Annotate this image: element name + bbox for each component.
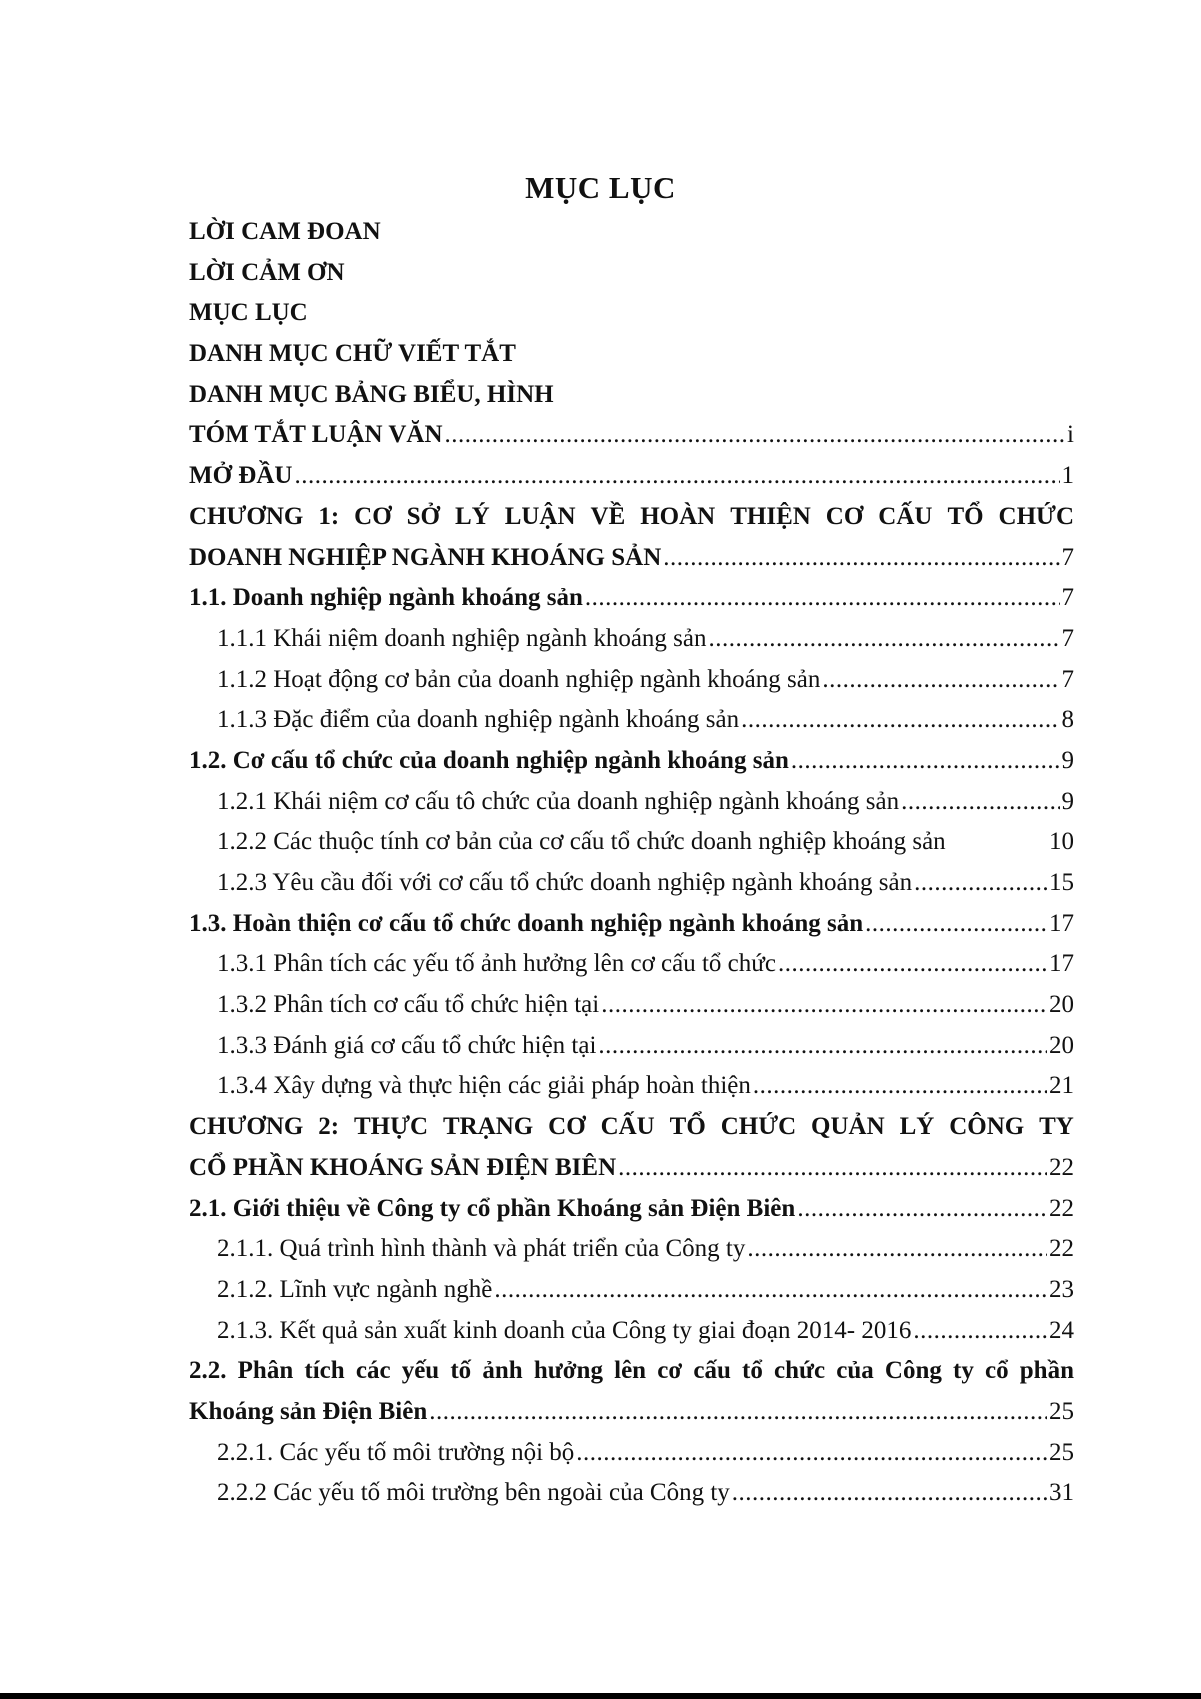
toc-entry-page-number: 17 — [1049, 909, 1074, 937]
toc-entry — [189, 293, 1074, 334]
toc-entry — [189, 1066, 1074, 1107]
toc-entry-label: LỜI CẢM ƠN — [189, 258, 345, 286]
page-title: MỤC LỤC — [525, 170, 676, 205]
toc-entry-label: DANH MỤC CHỮ VIẾT TẮT — [189, 340, 516, 368]
toc-entry — [189, 334, 1074, 375]
toc-entry-label: 1.3.3 Đánh giá cơ cấu tổ chức hiện tại — [217, 1031, 597, 1059]
dot-leader — [797, 1189, 1047, 1230]
toc-entry-page-number: 20 — [1049, 1031, 1074, 1059]
toc-entry — [189, 619, 1074, 660]
toc-entry-page-number: 21 — [1049, 1072, 1074, 1100]
toc-entry — [189, 1433, 1074, 1474]
toc-entry-page-number: 22 — [1049, 1194, 1074, 1222]
dot-leader — [445, 415, 1066, 456]
toc-entry-label: 1.2.2 Các thuộc tính cơ bản của cơ cấu tổ chức doanh nghiệp khoáng sản — [217, 828, 946, 856]
toc-entry-page-number: 9 — [1061, 787, 1074, 815]
toc-entry — [189, 415, 1074, 456]
dot-leader — [576, 1433, 1047, 1474]
toc-entry-label: CHƯƠNG 1: CƠ SỞ LÝ LUẬN VỀ HOÀN THIỆN CƠ CẤU TỔ CHỨC — [189, 502, 1074, 530]
bottom-border — [0, 1693, 1201, 1699]
toc-entry — [189, 456, 1074, 497]
toc-entry-label: 2.1.2. Lĩnh vực ngành nghề — [217, 1275, 493, 1303]
toc-entry — [189, 1392, 1074, 1433]
toc-entry-page-number: 22 — [1049, 1153, 1074, 1181]
toc-entry-label: 1.3.1 Phân tích các yếu tố ảnh hưởng lên cơ cấu tổ chức — [217, 950, 776, 978]
toc-entry-page-number: 7 — [1061, 584, 1074, 612]
dot-leader — [598, 1026, 1047, 1067]
dot-leader — [822, 660, 1059, 701]
dot-leader — [865, 904, 1047, 945]
toc-entry — [189, 944, 1074, 985]
dot-leader — [913, 1311, 1047, 1352]
dot-leader — [709, 619, 1060, 660]
toc-entry-page-number: 15 — [1049, 869, 1074, 896]
toc-entry-label: TÓM TẮT LUẬN VĂN — [189, 421, 443, 449]
toc-entry — [189, 782, 1074, 823]
dot-leader — [601, 985, 1047, 1026]
toc-entry-page-number: 31 — [1049, 1479, 1074, 1507]
toc-entry — [189, 1189, 1074, 1230]
toc-entry — [189, 822, 1074, 863]
toc-entry — [189, 660, 1074, 701]
toc-entry-label: 2.1.1. Quá trình hình thành và phát triển của Công ty — [217, 1235, 746, 1263]
toc-entry — [189, 1351, 1074, 1392]
toc-entry — [189, 375, 1074, 416]
toc-entry-page-number: 17 — [1049, 950, 1074, 978]
toc-entry-label: 2.1.3. Kết quả sản xuất kinh doanh của Công ty giai đoạn 2014- 2016 — [217, 1316, 912, 1344]
toc-entry-page-number: 7 — [1061, 543, 1074, 571]
dot-leader — [778, 944, 1047, 985]
toc-entry-page-number: 22 — [1049, 1235, 1074, 1263]
toc-entry-label: 2.2.1. Các yếu tố môi trường nội bộ — [217, 1438, 575, 1466]
toc-entry-label: 1.1.1 Khái niệm doanh nghiệp ngành khoáng sản — [217, 624, 707, 652]
toc-entry — [189, 1148, 1074, 1189]
dot-leader — [429, 1392, 1047, 1433]
toc-entry-page-number: 1 — [1061, 462, 1074, 490]
dot-leader — [494, 1270, 1047, 1311]
toc-entry — [189, 253, 1074, 294]
toc-entry-label: MỞ ĐẦU — [189, 462, 293, 490]
toc-entry-label: LỜI CAM ĐOAN — [189, 218, 381, 245]
dot-leader — [753, 1066, 1047, 1107]
toc-entry — [189, 578, 1074, 619]
toc-entry — [189, 985, 1074, 1026]
toc-entry-label: 1.3.4 Xây dựng và thực hiện các giải pháp hoàn thiện — [217, 1072, 751, 1100]
dot-leader — [585, 578, 1060, 619]
toc-entry-page-number: 8 — [1061, 706, 1074, 734]
toc-entry-page-number: 10 — [1049, 828, 1074, 856]
toc-entry-label: 1.2.1 Khái niệm cơ cấu tô chức của doanh nghiệp ngành khoáng sản — [217, 787, 900, 815]
dot-leader — [663, 538, 1059, 579]
toc-entry-label: 2.2.2 Các yếu tố môi trường bên ngoài của Công ty — [217, 1479, 730, 1507]
toc-entry-label: 2.2. Phân tích các yếu tố ảnh hưởng lên cơ cấu tổ chức của Công ty cổ phần — [189, 1357, 1074, 1385]
dot-leader — [741, 700, 1059, 741]
toc-entry — [189, 1026, 1074, 1067]
toc-entry-label: DANH MỤC BẢNG BIỂU, HÌNH — [189, 380, 554, 408]
toc-entry-page-number: 24 — [1049, 1316, 1074, 1344]
toc-entry-label: 1.3. Hoàn thiện cơ cấu tổ chức doanh nghiệp ngành khoáng sản — [189, 909, 864, 937]
toc-entry-label: 1.1.3 Đặc điểm của doanh nghiệp ngành khoáng sản — [217, 706, 740, 734]
toc-entry-label: 2.1. Giới thiệu về Công ty cổ phần Khoáng sản Điện Biên — [189, 1194, 796, 1222]
toc-entry — [189, 1107, 1074, 1148]
toc-entry-label: MỤC LỤC — [189, 299, 308, 327]
dot-leader — [914, 863, 1047, 904]
dot-leader — [901, 782, 1059, 823]
toc-entry — [189, 1473, 1074, 1514]
toc-entry-page-number: 23 — [1049, 1275, 1074, 1303]
dot-leader — [791, 741, 1060, 782]
toc-entry-label: 1.1.2 Hoạt động cơ bản của doanh nghiệp ngành khoáng sản — [217, 665, 821, 693]
toc-entry-label: CỔ PHẦN KHOÁNG SẢN ĐIỆN BIÊN — [189, 1153, 617, 1181]
toc-entry — [189, 741, 1074, 782]
toc-entry-label: 1.2.3 Yêu cầu đối với cơ cấu tổ chức doanh nghiệp ngành khoáng sản — [217, 869, 913, 896]
toc-entry — [189, 1311, 1074, 1352]
toc-entry — [189, 904, 1074, 945]
dot-leader — [747, 1229, 1047, 1270]
dot-leader — [618, 1148, 1047, 1189]
toc-entry — [189, 1229, 1074, 1270]
toc-entry-label: 1.2. Cơ cấu tổ chức của doanh nghiệp ngành khoáng sản — [189, 746, 789, 774]
toc-entry-label: 1.3.2 Phân tích cơ cấu tổ chức hiện tại — [217, 991, 600, 1019]
toc-entry — [189, 863, 1074, 904]
toc-entry — [189, 538, 1074, 579]
toc-entry-page-number: 7 — [1061, 624, 1074, 652]
dot-leader — [294, 456, 1059, 497]
toc-entry-page-number: i — [1067, 421, 1074, 449]
toc-entry — [189, 497, 1074, 538]
toc-entry-label: 1.1. Doanh nghiệp ngành khoáng sản — [189, 584, 583, 612]
toc-entry — [189, 1270, 1074, 1311]
toc-entry-page-number: 25 — [1049, 1438, 1074, 1466]
toc-entry-label: Khoáng sản Điện Biên — [189, 1397, 428, 1425]
dot-leader — [732, 1473, 1047, 1514]
toc-entry-page-number: 9 — [1061, 746, 1074, 774]
toc-entry-label: DOANH NGHIỆP NGÀNH KHOÁNG SẢN — [189, 543, 662, 571]
toc-entry — [189, 212, 1074, 253]
toc-entry-page-number: 7 — [1061, 665, 1074, 693]
table-of-contents — [189, 212, 1074, 1514]
toc-entry — [189, 700, 1074, 741]
toc-entry-label: CHƯƠNG 2: THỰC TRẠNG CƠ CẤU TỔ CHỨC QUẢN LÝ CÔNG TY — [189, 1113, 1074, 1141]
toc-entry-page-number: 20 — [1049, 991, 1074, 1019]
toc-entry-page-number: 25 — [1049, 1397, 1074, 1425]
